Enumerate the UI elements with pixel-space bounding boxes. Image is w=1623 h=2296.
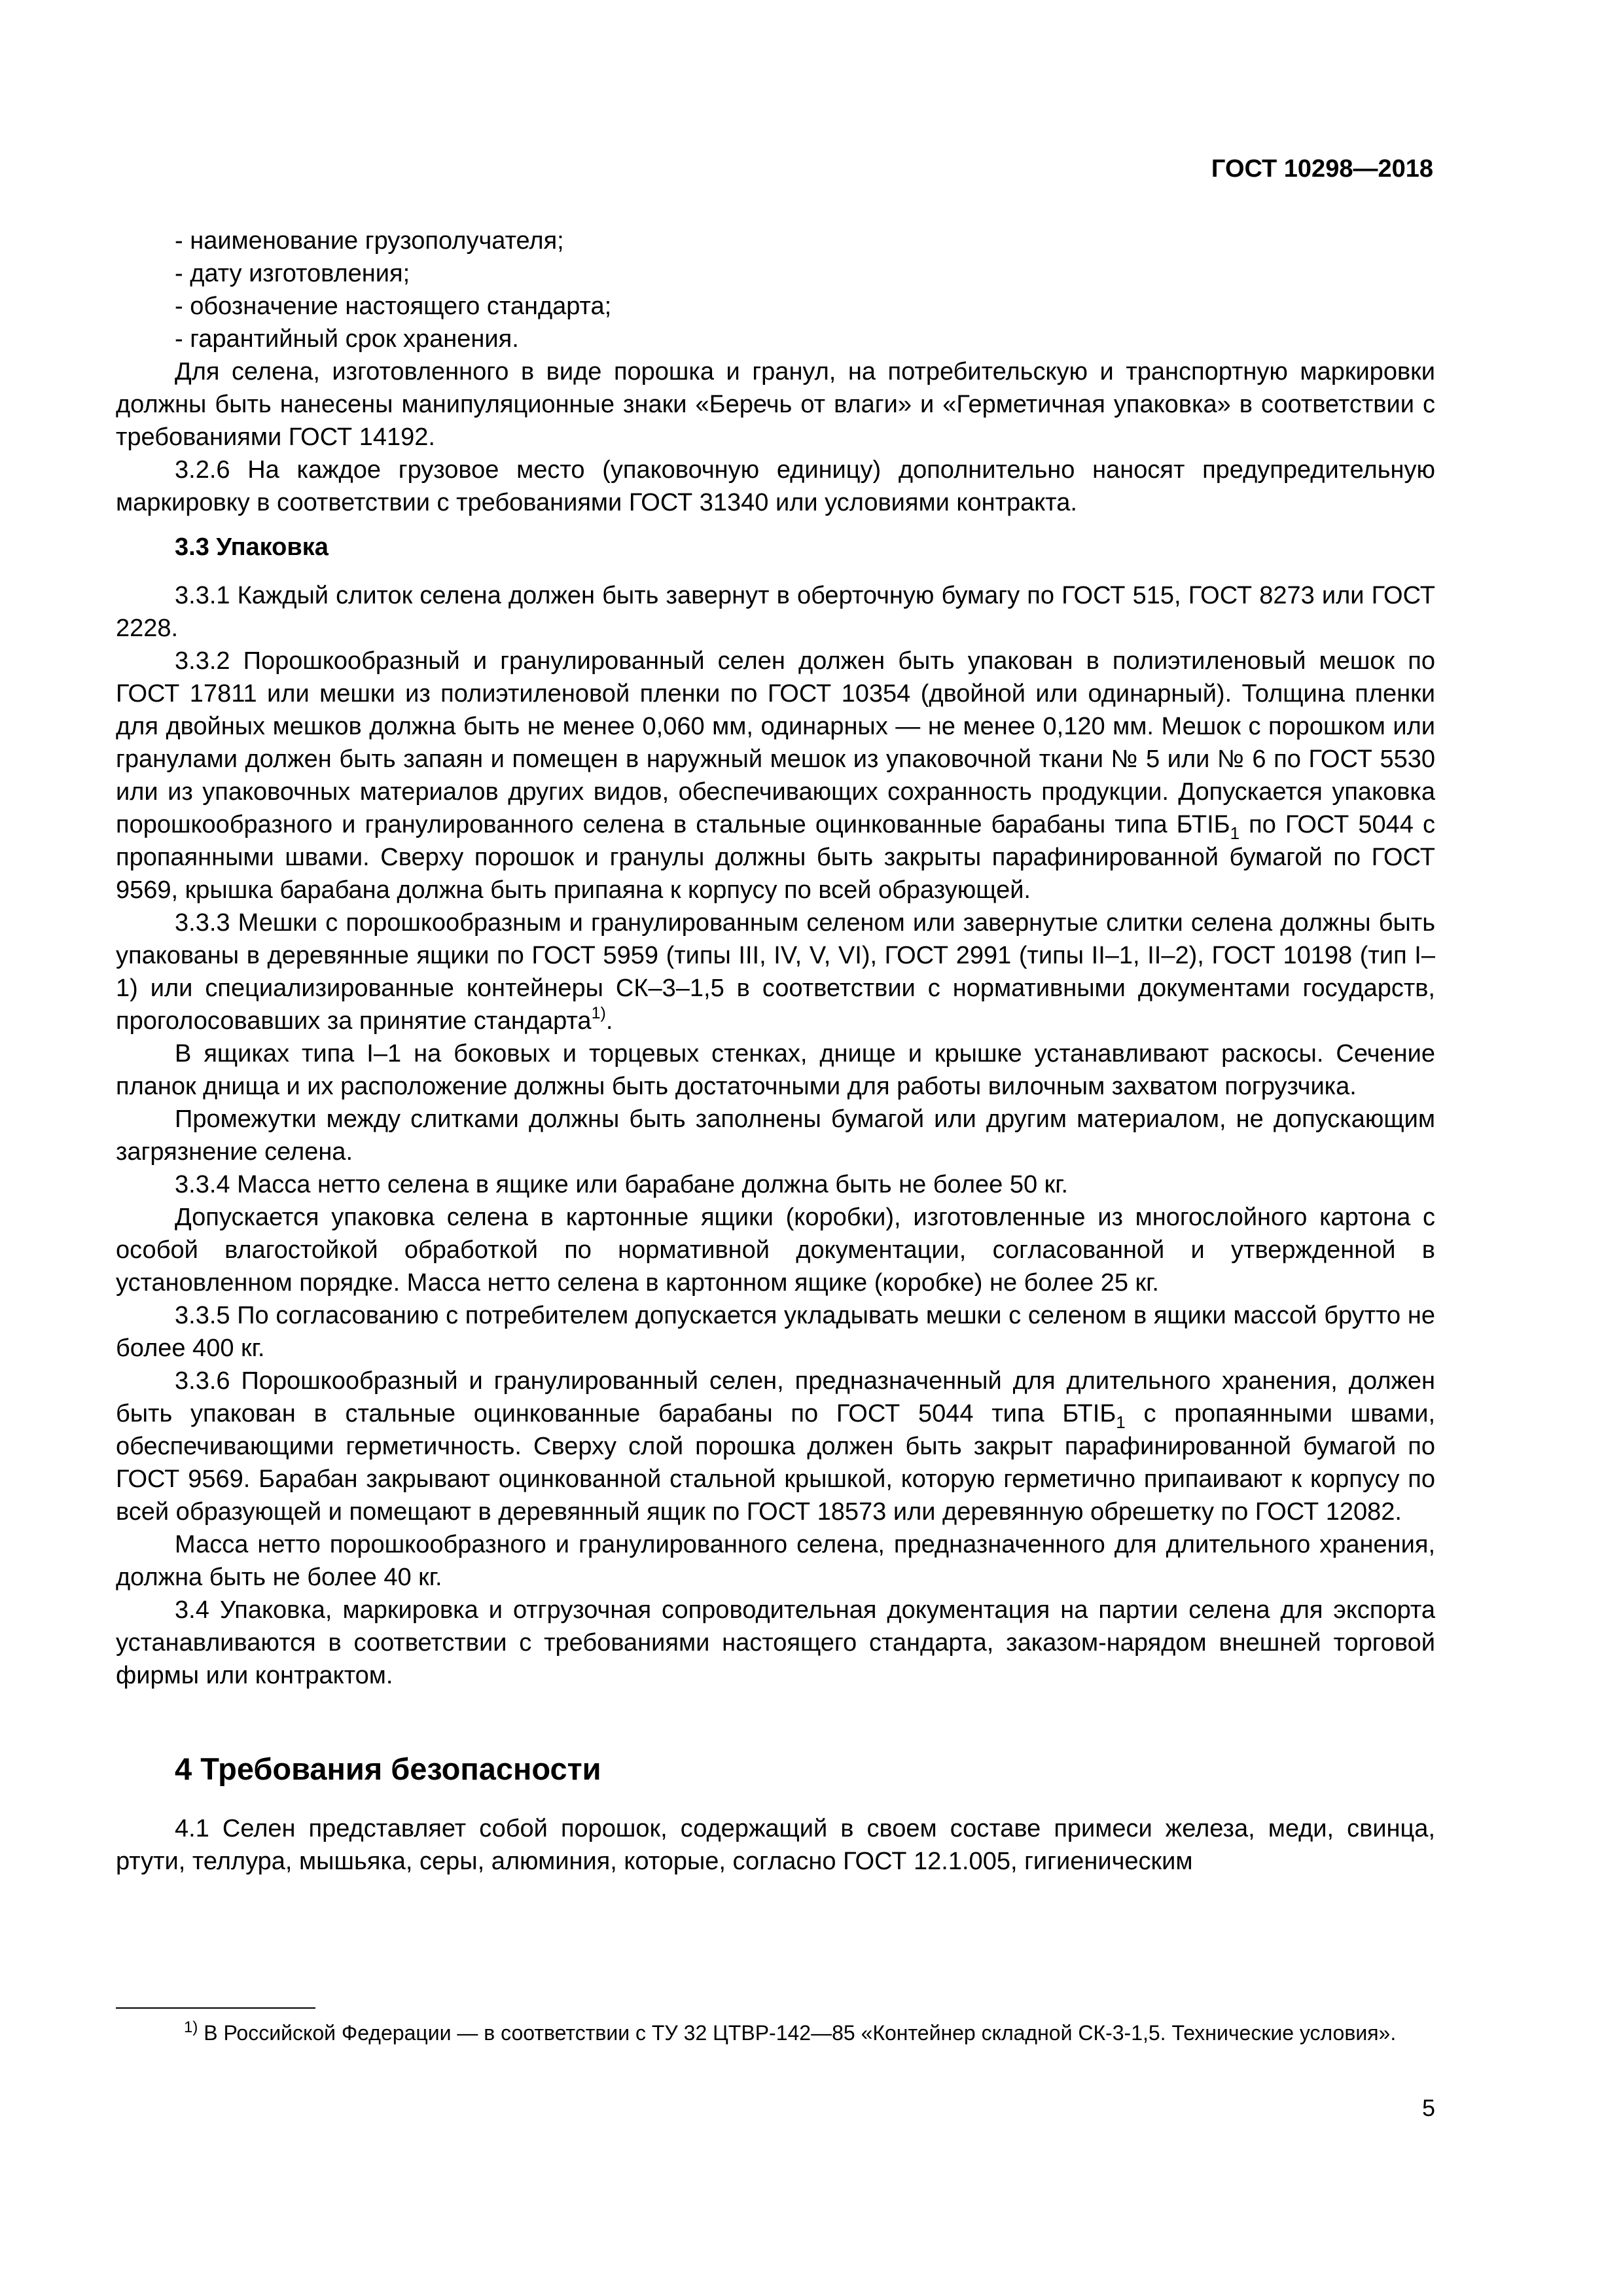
paragraph-text: 3.3.3 Мешки с порошкообразным и гранулированным селеном или завернутые слитки селена должны быть упакованы в деревянные ящики по ГОСТ 5959 (типы III, IV, V, VI), ГОСТ 2991 (типы II–1, II–2), ГОСТ 10198 (тип I–1) или специализированные контейнеры СК–3–1,5 в соответствии с нормативными документами государств, проголосовавших за принятие стандарта [116,909,1435,1035]
subscript: 1 [1230,823,1240,843]
paragraph-3-3-2 [116,645,1435,906]
section-heading-3-3: 3.3 Упаковка [175,533,329,561]
footnote-text: В Российской Федерации — в соответствии с ТУ 32 ЦТВР-142—85 «Контейнер складной СК-3-1,5. Технические условия». [198,2021,1397,2045]
paragraph-text: по ГОСТ 5044 с пропаянными швами. Сверху порошок и гранулы должны быть закрыты парафинированной бумагой по ГОСТ 9569, крышка барабана должна быть припаяна к корпусу по всей образующей. [116,811,1435,904]
paragraph-text: 3.3.6 Порошкообразный и гранулированный селен, предназначенный для длительного хранения, должен быть упакован в стальные оцинкованные барабаны по ГОСТ 5044 типа БТІБ [116,1367,1435,1427]
paragraph-4-1: 4.1 Селен представляет собой порошок, содержащий в своем составе примеси железа, меди, свинца, ртути, теллура, мышьяка, серы, алюминия, которые, согласно ГОСТ 12.1.005, гигиеническим [116,1815,1435,1875]
footnote-divider [116,2007,315,2009]
paragraph-3-3-3 [116,906,1435,1037]
footnote-marker: 1) [184,2018,198,2036]
section-heading-4: 4 Требования безопасности [175,1751,601,1786]
paragraph-marking-signs: Для селена, изготовленного в виде порошка и гранул, на потребительскую и транспортную маркировки должны быть нанесены манипуляционные знаки «Беречь от влаги» и «Герметичная упаковка» в соответствии с требованиями ГОСТ 14192. [116,358,1435,451]
list-item: - дату изготовления; [175,260,410,287]
paragraph-3-3-5: 3.3.5 По согласованию с потребителем допускается укладывать мешки с селеном в ящики массой брутто не более 400 кг. [116,1302,1435,1362]
paragraph-3-3-1: 3.3.1 Каждый слиток селена должен быть завернут в оберточную бумагу по ГОСТ 515, ГОСТ 8273 или ГОСТ 2228. [116,582,1435,642]
paragraph-cardboard: Допускается упаковка селена в картонные ящики (коробки), изготовленные из многослойного картона с особой влагостойкой обработкой по нормативной документации, согласованной и утвержденной в установленном порядке. Масса нетто селена в картонном ящике (коробке) не более 25 кг. [116,1204,1435,1297]
list-item: - наименование грузополучателя; [175,227,564,255]
paragraph-3-3-4: 3.3.4 Масса нетто селена в ящике или барабане должна быть не более 50 кг. [175,1171,1069,1198]
paragraph-text: . [605,1007,613,1035]
paragraph-text: 3.3.2 Порошкообразный и гранулированный селен должен быть упакован в полиэтиленовый мешок по ГОСТ 17811 или мешки из полиэтиленовой пленки по ГОСТ 10354 (двойной или одинарный). Толщина пленки для двойных мешков должна быть не менее 0,060 мм, одинарных — не менее 0,120 мм. Мешок с порошком или гранулами должен быть запаян и помещен в наружный мешок из упаковочной ткани № 5 или № 6 по ГОСТ 5530 или из упаковочных материалов других видов, обеспечивающих сохранность продукции. Допускается упаковка порошкообразного и гранулированного селена в стальные оцинкованные барабаны типа БТІБ [116,647,1435,838]
page-number: 5 [1421,2094,1435,2121]
footnote [116,2019,1435,2047]
paragraph-net-mass: Масса нетто порошкообразного и гранулированного селена, предназначенного для длительного хранения, должна быть не более 40 кг. [116,1531,1435,1591]
paragraph-3-3-6 [116,1365,1435,1528]
paragraph-3-2-6: 3.2.6 На каждое грузовое место (упаковочную единицу) дополнительно наносят предупредительную маркировку в соответствии с требованиями ГОСТ 31340 или условиями контракта. [116,456,1435,516]
subscript: 1 [1116,1412,1126,1432]
paragraph-boxes-type: В ящиках типа I–1 на боковых и торцевых стенках, днище и крышке устанавливают раскосы. Сечение планок днища и их расположение должны быть достаточными для работы вилочным захватом погрузчика. [116,1040,1435,1100]
document-body [116,224,1435,1878]
list-item: - гарантийный срок хранения. [175,325,519,353]
paragraph-3-4: 3.4 Упаковка, маркировка и отгрузочная сопроводительная документация на партии селена для экспорта устанавливаются в соответствии с требованиями настоящего стандарта, заказом-нарядом внешней торговой фирмы или контрактом. [116,1596,1435,1689]
paragraph-gaps: Промежутки между слитками должны быть заполнены бумагой или другим материалом, не допускающим загрязнение селена. [116,1105,1435,1166]
list-item: - обозначение настоящего стандарта; [175,293,612,320]
document-header: ГОСТ 10298—2018 [1211,155,1433,183]
footnote-ref: 1) [591,1004,606,1022]
paragraph-text: с пропаянными швами, обеспечивающими герметичность. Сверху слой порошка должен быть закрыт парафинированной бумагой по ГОСТ 9569. Барабан закрывают оцинкованной стальной крышкой, которую герметично припаивают к корпусу по всей образующей и помещают в деревянный ящик по ГОСТ 18573 или деревянную обрешетку по ГОСТ 12082. [116,1400,1435,1526]
